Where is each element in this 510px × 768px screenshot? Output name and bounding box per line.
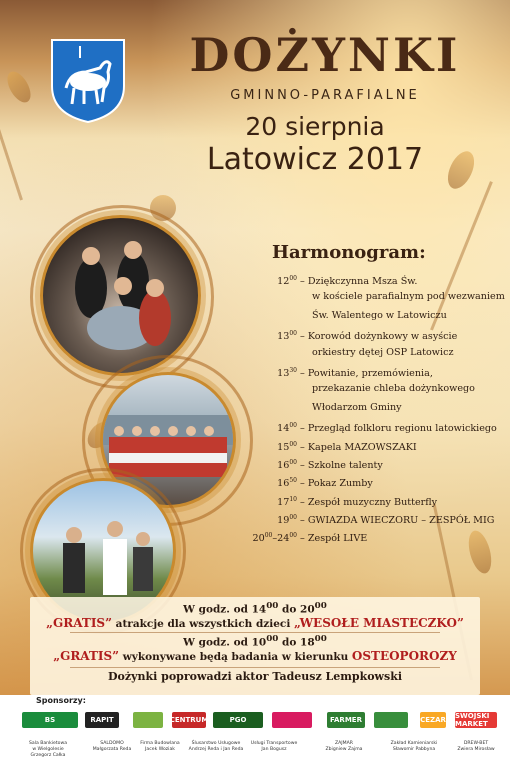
schedule-text: – Szkolne talenty <box>300 460 383 472</box>
sponsor-caption: SALDOMO Małgorzata Reda <box>92 741 132 752</box>
schedule-text: – Pokaz Zumby <box>300 478 373 490</box>
schedule-time: $16^{00}$ <box>277 458 297 472</box>
wheat-grain <box>3 68 36 106</box>
event-place: Latowicz 2017 <box>206 142 424 177</box>
sponsor-logo <box>272 712 312 728</box>
schedule-time: $20^{00}-24^{00}$ <box>252 532 297 545</box>
subtitle: GMINNO-PARAFIALNE <box>230 88 420 103</box>
schedule-time: $13^{00}$ <box>277 330 297 343</box>
info-line-hours-2: W godz. od $10^{00}$ do $18^{00}$ <box>183 634 327 649</box>
schedule-text: – Przegląd folkloru regionu latowickiego <box>300 423 497 435</box>
schedule-text: – Kapela MAZOWSZAKI <box>300 441 417 453</box>
schedule-item <box>240 509 502 527</box>
sponsor-logo: BS <box>22 712 78 728</box>
photo-singers <box>40 215 201 376</box>
sponsor-logo: CEZAR <box>420 712 446 728</box>
info-line-hours-1: W godz. od $14^{00}$ do $20^{00}$ <box>183 601 327 616</box>
schedule-text: – Zespół LIVE <box>300 533 368 545</box>
schedule-item <box>240 307 502 325</box>
schedule-time: $16^{50}$ <box>277 477 297 490</box>
schedule-text: – Zespół muzyczny Butterfly <box>300 496 438 508</box>
sponsor-logo <box>133 712 163 728</box>
sponsor-caption: ZAJMAR Zbigniew Zajma <box>325 741 363 752</box>
schedule-time: $13^{30}$ <box>277 366 297 380</box>
sponsors-label: Sponsorzy: <box>36 696 86 705</box>
schedule-item <box>240 362 502 380</box>
schedule-time: $12^{00}$ <box>277 275 297 288</box>
schedule-text: – Powitanie, przemówienia, <box>300 368 433 380</box>
info-line-gratis-1: „GRATIS” atrakcje dla wszystkich dzieci „WESOŁE MIASTECZKO” <box>46 616 464 630</box>
info-box <box>30 597 480 695</box>
divider <box>70 667 440 668</box>
sponsor-caption: Usługi Transportowe Jan Bogusz <box>250 741 298 752</box>
sponsor-caption: Sala Bankietowa w Wielgolesie Grzegorz Całka <box>28 741 68 758</box>
schedule-time: $17^{10}$ <box>277 495 297 508</box>
sponsor-logo <box>374 712 408 728</box>
schedule-item <box>240 417 502 435</box>
schedule-item <box>240 344 502 362</box>
schedule-title: Harmonogram: <box>272 242 426 263</box>
schedule-text: przekazanie chleba dożynkowego <box>312 383 475 395</box>
schedule-text: w kościele parafialnym pod wezwaniem <box>312 291 505 303</box>
sponsor-logo: RAPIT <box>85 712 119 728</box>
sponsor-logo: PGO <box>213 712 263 728</box>
info-line-gratis-2: „GRATIS” wykonywane będą badania w kierunku OSTEOPOROZY <box>53 649 457 663</box>
page-title: DOŻYNKI <box>189 28 461 82</box>
schedule-item <box>240 380 502 398</box>
schedule-text: orkiestry dętej OSP Latowicz <box>312 346 454 358</box>
sponsor-caption: Ślusarstwo Usługowe Andrzej Reda i Jan Reda <box>188 741 244 752</box>
sponsor-logo: CENTRUM <box>172 712 206 728</box>
schedule-item <box>240 288 505 306</box>
schedule-item <box>240 454 502 472</box>
schedule-time: $15^{00}$ <box>277 440 297 453</box>
divider <box>70 632 440 633</box>
schedule-text: Św. Walentego w Latowiczu <box>312 309 447 321</box>
schedule-text: – Korowód dożynkowy w asyście <box>300 331 458 343</box>
schedule-text: Włodarzom Gminy <box>312 401 402 413</box>
schedule-text: – GWIAZDA WIECZORU – ZESPÓŁ MIG <box>300 515 495 527</box>
schedule-time: $14^{00}$ <box>277 422 297 435</box>
schedule-item <box>240 472 502 490</box>
coat-of-arms-icon <box>50 38 126 124</box>
schedule-item <box>240 270 502 288</box>
schedule-item <box>240 436 502 454</box>
sponsor-logo: SWOJSKI MARKET <box>455 712 497 728</box>
schedule-item <box>240 527 502 545</box>
schedule-item <box>240 491 502 509</box>
host-line: Dożynki poprowadzi aktor Tadeusz Lempkowski <box>107 670 403 683</box>
schedule-item <box>240 399 502 417</box>
event-date: 20 sierpnia <box>245 112 385 141</box>
schedule-time: $19^{00}$ <box>277 514 297 527</box>
sponsor-caption: DREW-BET Zwiera Mirosław <box>457 741 495 752</box>
schedule-item <box>240 325 502 343</box>
sponsor-caption: Firma Budowlana Jacek Woziak <box>140 741 180 752</box>
sponsors-bar <box>0 695 510 768</box>
sponsor-logo: FARMER <box>327 712 365 728</box>
schedule-text: – Dziękczynna Msza Św. <box>300 276 418 288</box>
sponsor-caption: Zakład Kamieniarski Sławomir Pabbyna <box>390 741 438 752</box>
schedule-list <box>240 270 505 546</box>
